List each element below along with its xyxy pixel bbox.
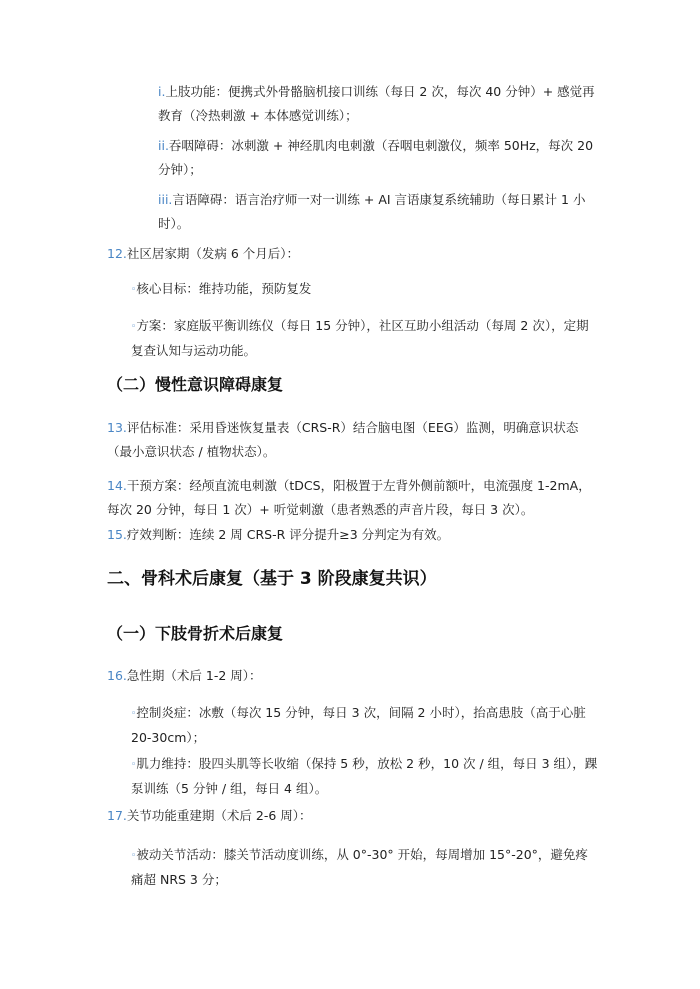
item-number: 14. [107, 478, 127, 493]
item-16 [107, 664, 599, 688]
bullet-16-inflammation [131, 701, 598, 750]
item-number: 16. [107, 668, 127, 683]
item-number: 13. [107, 420, 127, 435]
roman-marker: iii. [158, 192, 173, 207]
heading-orthopedic: 二、骨科术后康复（基于 3 阶段康复共识） [107, 569, 437, 589]
bullet-12-goal [131, 277, 598, 302]
item-14 [107, 474, 599, 522]
roman-marker: i. [158, 84, 166, 99]
bullet-icon: ◦ [131, 851, 137, 861]
bullet-icon: ◦ [131, 709, 137, 719]
item-text: 急性期（术后 1-2 周）： [126, 668, 262, 683]
heading-chronic-consciousness: （二）慢性意识障碍康复 [107, 375, 284, 394]
item-text: 上肢功能：便携式外骨骼脑机接口训练（每日 2 次，每次 40 分钟）+ 感觉再教育（冷热刺激 + 本体感觉训练）； [158, 84, 595, 123]
bullet-text: 核心目标：维持功能，预防复发 [136, 281, 312, 296]
sub-item-speech [158, 188, 598, 236]
item-text: 关节功能重建期（术后 2-6 周）： [126, 808, 312, 823]
item-text: 疗效判断：连续 2 周 CRS-R 评分提升≥3 分判定为有效。 [126, 527, 450, 542]
sub-item-swallowing [158, 134, 598, 182]
sub-item-upper-limb [158, 80, 598, 128]
item-text: 社区居家期（发病 6 个月后）： [126, 246, 300, 261]
item-number: 12. [107, 246, 127, 261]
bullet-12-plan [131, 314, 598, 363]
bullet-16-muscle [131, 752, 598, 801]
bullet-text: 控制炎症：冰敷（每次 15 分钟，每日 3 次，间隔 2 小时），抬高患肢（高于心脏 20-30cm）； [131, 705, 586, 745]
item-text: 评估标准：采用昏迷恢复量表（CRS-R）结合脑电图（EEG）监测，明确意识状态（最小意识状态 / 植物状态）。 [107, 420, 579, 459]
item-text: 干预方案：经颅直流电刺激（tDCS，阳极置于左背外侧前额叶，电流强度 1-2mA，每次 20 分钟，每日 1 次）+ 听觉刺激（患者熟悉的声音片段，每日 3 次）。 [107, 478, 591, 517]
item-15 [107, 523, 599, 547]
bullet-17-passive [131, 843, 598, 892]
bullet-icon: ◦ [131, 760, 137, 770]
bullet-icon: ◦ [131, 285, 137, 295]
item-text: 言语障碍：语言治疗师一对一训练 + AI 言语康复系统辅助（每日累计 1 小时）。 [158, 192, 586, 231]
heading-lower-limb: （一）下肢骨折术后康复 [107, 624, 284, 643]
bullet-icon: ◦ [131, 322, 137, 332]
item-13 [107, 416, 599, 464]
item-12 [107, 242, 599, 266]
item-text: 吞咽障碍：冰刺激 + 神经肌肉电刺激（吞咽电刺激仪，频率 50Hz，每次 20 分钟）； [158, 138, 594, 177]
item-17 [107, 804, 599, 828]
bullet-text: 肌力维持：股四头肌等长收缩（保持 5 秒，放松 2 秒，10 次 / 组，每日 3 组），踝泵训练（5 分钟 / 组，每日 4 组）。 [131, 756, 598, 796]
item-number: 15. [107, 527, 127, 542]
item-number: 17. [107, 808, 127, 823]
roman-marker: ii. [158, 138, 169, 153]
bullet-text: 方案：家庭版平衡训练仪（每日 15 分钟），社区互助小组活动（每周 2 次），定期复查认知与运动功能。 [131, 318, 589, 358]
bullet-text: 被动关节活动：膝关节活动度训练，从 0°-30° 开始，每周增加 15°-20°，避免疼痛超 NRS 3 分； [131, 847, 588, 887]
